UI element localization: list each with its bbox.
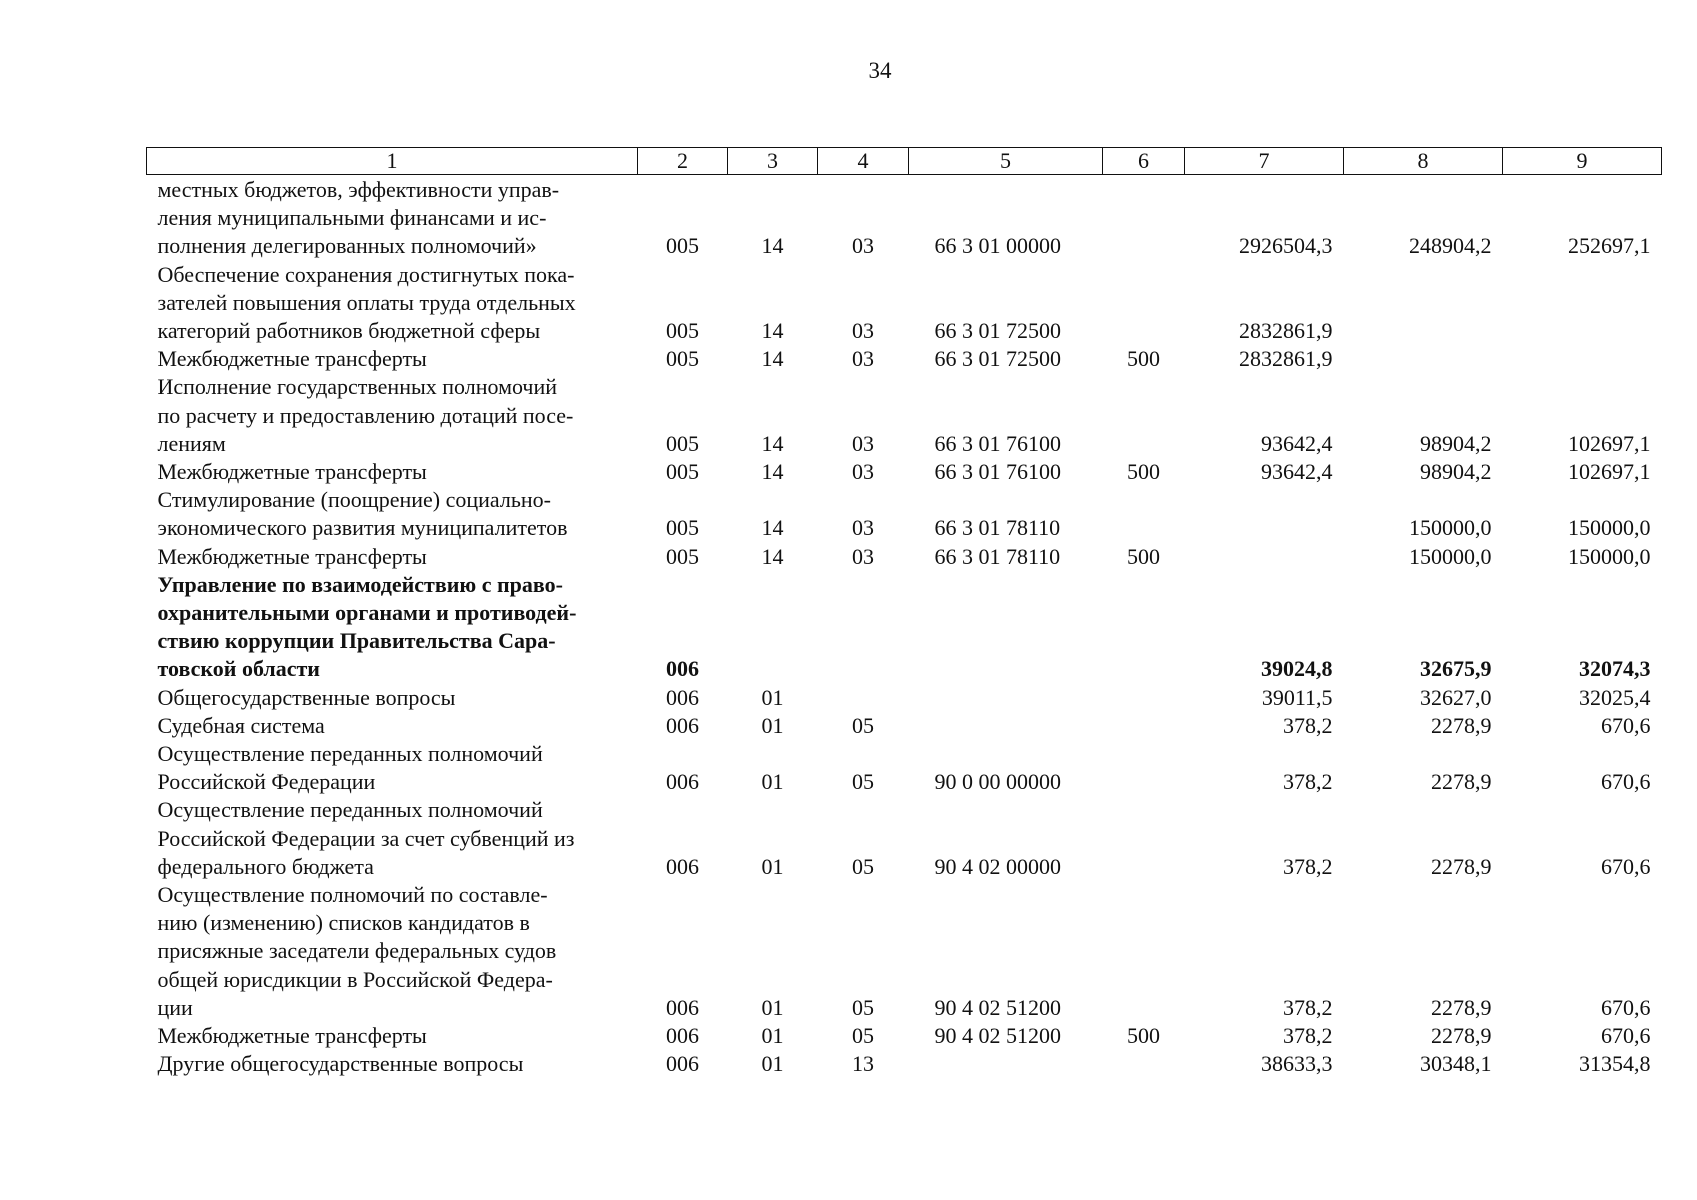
row-code-ministry: 006 — [666, 1051, 699, 1077]
row-name-line: Межбюджетные трансферты — [157, 459, 427, 485]
row-amount-col7: 378,2 — [1283, 994, 1333, 1020]
page-number: 34 — [868, 58, 892, 83]
row-code-subsection: 03 — [852, 318, 874, 344]
row-code-section: 14 — [761, 515, 784, 541]
row-code-section: 14 — [761, 346, 784, 372]
header-col-2: 2 — [638, 148, 728, 175]
row-code-ministry: 005 — [666, 515, 699, 541]
row-code-ministry: 005 — [666, 430, 699, 456]
row-name-line: федерального бюджета — [157, 853, 374, 879]
row-amount-col9: 150000,0 — [1568, 543, 1651, 569]
row-amount-col9: 32074,3 — [1579, 656, 1651, 682]
header-col-1: 1 — [147, 148, 638, 175]
budget-table — [146, 147, 1662, 1079]
row-code-subsection: 03 — [852, 459, 874, 485]
table-row — [147, 543, 1662, 571]
row-code-target — [909, 684, 1103, 712]
header-col-4: 4 — [818, 148, 909, 175]
row-amount-col7: 378,2 — [1283, 853, 1333, 879]
row-code-subsection — [818, 571, 909, 684]
row-amount-col8 — [1344, 345, 1503, 373]
row-name — [147, 458, 638, 486]
row-code-expense-type — [1103, 712, 1185, 740]
row-name — [147, 1050, 638, 1078]
header-col-7: 7 — [1185, 148, 1344, 175]
table-row — [147, 345, 1662, 373]
row-code-subsection: 03 — [852, 346, 874, 372]
row-amount-col8: 98904,2 — [1420, 459, 1492, 485]
row-code-subsection: 05 — [852, 1023, 874, 1049]
row-name-line: лениям — [157, 430, 226, 456]
row-name-line: Осуществление полномочий по составле- — [157, 882, 548, 908]
row-amount-col7: 93642,4 — [1261, 430, 1333, 456]
row-code-ministry: 005 — [666, 459, 699, 485]
row-code-target: 66 3 01 00000 — [934, 233, 1061, 259]
row-amount-col8: 2278,9 — [1431, 712, 1492, 738]
row-name-line: Судебная система — [157, 712, 325, 738]
table-row — [147, 373, 1662, 458]
row-amount-col9: 32025,4 — [1579, 684, 1651, 710]
row-amount-col9: 150000,0 — [1568, 515, 1651, 541]
header-col-8: 8 — [1344, 148, 1503, 175]
row-name — [147, 373, 638, 458]
row-name-line: присяжные заседатели федеральных судов — [157, 938, 557, 964]
row-name-line: ции — [157, 994, 193, 1020]
row-code-subsection: 05 — [852, 994, 874, 1020]
row-name — [147, 261, 638, 346]
row-name-line: по расчету и предоставлению дотаций посе- — [157, 402, 574, 428]
row-name-line: ствию коррупции Правительства Сара- — [157, 628, 556, 654]
row-amount-col8: 32675,9 — [1420, 656, 1492, 682]
table-row — [147, 1050, 1662, 1078]
row-code-subsection: 03 — [852, 430, 874, 456]
row-name-line: полнения делегированных полномочий» — [157, 233, 537, 259]
row-amount-col9: 670,6 — [1601, 1023, 1651, 1049]
row-name-line: Исполнение государственных полномочий — [157, 374, 558, 400]
row-code-expense-type — [1103, 881, 1185, 1022]
row-code-section: 01 — [761, 769, 784, 795]
row-code-target — [909, 571, 1103, 684]
row-code-subsection: 13 — [852, 1051, 874, 1077]
row-code-expense-type — [1103, 684, 1185, 712]
row-amount-col9: 252697,1 — [1568, 233, 1651, 259]
row-name — [147, 1022, 638, 1050]
row-amount-col8: 2278,9 — [1431, 853, 1492, 879]
table-row — [147, 458, 1662, 486]
row-name — [147, 175, 638, 261]
table-row — [147, 712, 1662, 740]
row-code-ministry: 006 — [666, 769, 699, 795]
row-amount-col9: 102697,1 — [1568, 459, 1651, 485]
row-code-section — [728, 571, 818, 684]
row-code-expense-type — [1103, 796, 1185, 881]
row-amount-col9 — [1503, 345, 1662, 373]
row-code-ministry: 006 — [666, 712, 699, 738]
row-code-target: 66 3 01 72500 — [934, 346, 1061, 372]
row-name — [147, 684, 638, 712]
row-name-line: Межбюджетные трансферты — [157, 543, 427, 569]
row-code-section: 01 — [761, 684, 784, 710]
table-row — [147, 261, 1662, 346]
row-code-expense-type — [1103, 261, 1185, 346]
row-amount-col7: 39024,8 — [1261, 656, 1333, 682]
table-row — [147, 881, 1662, 1022]
row-name-line: Осуществление переданных полномочий — [157, 741, 543, 767]
row-code-section: 01 — [761, 1023, 784, 1049]
table-row — [147, 684, 1662, 712]
row-code-section: 01 — [761, 712, 784, 738]
row-code-ministry: 005 — [666, 318, 699, 344]
table-body — [147, 175, 1662, 1079]
row-amount-col8: 2278,9 — [1431, 1023, 1492, 1049]
row-code-expense-type: 500 — [1127, 1023, 1160, 1049]
row-code-target: 90 4 02 51200 — [934, 994, 1061, 1020]
row-code-section: 01 — [761, 1051, 784, 1077]
row-name-line: охранительными органами и противодей- — [157, 600, 577, 626]
row-name-line: Межбюджетные трансферты — [157, 1023, 427, 1049]
row-code-section: 01 — [761, 853, 784, 879]
row-code-expense-type: 500 — [1127, 346, 1160, 372]
row-name-line: Обеспечение сохранения достигнутых пока- — [157, 261, 575, 287]
table-header — [147, 148, 1662, 175]
row-amount-col9: 670,6 — [1601, 769, 1651, 795]
row-code-section: 14 — [761, 459, 784, 485]
header-col-9: 9 — [1503, 148, 1662, 175]
row-amount-col7: 378,2 — [1283, 769, 1333, 795]
table-row — [147, 571, 1662, 684]
row-code-section: 14 — [761, 430, 784, 456]
row-name — [147, 486, 638, 542]
row-code-target: 66 3 01 78110 — [934, 515, 1061, 541]
row-code-expense-type — [1103, 175, 1185, 261]
row-amount-col8: 150000,0 — [1409, 543, 1492, 569]
row-name-line: Российской Федерации — [157, 769, 376, 795]
row-amount-col9: 670,6 — [1601, 853, 1651, 879]
row-code-ministry: 006 — [666, 656, 699, 682]
row-amount-col7: 38633,3 — [1261, 1051, 1333, 1077]
row-amount-col7: 2926504,3 — [1239, 233, 1333, 259]
row-name-line: зателей повышения оплаты труда отдельных — [157, 289, 576, 315]
row-code-target: 66 3 01 72500 — [934, 318, 1061, 344]
row-amount-col7 — [1185, 543, 1344, 571]
table-row — [147, 486, 1662, 542]
row-amount-col7: 2832861,9 — [1239, 318, 1333, 344]
row-amount-col9 — [1503, 261, 1662, 346]
row-name — [147, 712, 638, 740]
row-name-line: категорий работников бюджетной сферы — [157, 318, 541, 344]
row-name — [147, 796, 638, 881]
row-amount-col8 — [1344, 261, 1503, 346]
row-code-section: 01 — [761, 994, 784, 1020]
row-amount-col7 — [1185, 486, 1344, 542]
row-amount-col8: 98904,2 — [1420, 430, 1492, 456]
row-code-ministry: 006 — [666, 684, 699, 710]
row-code-target: 66 3 01 78110 — [934, 543, 1061, 569]
row-name-line: нию (изменению) списков кандидатов в — [157, 910, 530, 936]
row-name-line: Другие общегосударственные вопросы — [157, 1051, 524, 1077]
row-name-line: экономического развития муниципалитетов — [157, 515, 568, 541]
row-name-line: местных бюджетов, эффективности управ- — [157, 177, 560, 202]
row-name — [147, 571, 638, 684]
row-code-subsection: 03 — [852, 515, 874, 541]
row-code-ministry: 005 — [666, 346, 699, 372]
row-name-line: Межбюджетные трансферты — [157, 346, 427, 372]
row-amount-col8: 2278,9 — [1431, 769, 1492, 795]
row-code-section: 14 — [761, 543, 784, 569]
row-code-expense-type: 500 — [1127, 459, 1160, 485]
row-name-line: ления муниципальными финансами и ис- — [157, 205, 547, 231]
row-amount-col9: 670,6 — [1601, 712, 1651, 738]
row-name-line: Осуществление переданных полномочий — [157, 797, 543, 823]
row-code-target — [909, 1050, 1103, 1078]
row-amount-col7: 378,2 — [1283, 1023, 1333, 1049]
row-name-line: Общегосударственные вопросы — [157, 684, 456, 710]
row-code-target — [909, 712, 1103, 740]
header-col-6: 6 — [1103, 148, 1185, 175]
row-amount-col8: 2278,9 — [1431, 994, 1492, 1020]
row-code-ministry: 005 — [666, 543, 699, 569]
row-name-line: Российской Федерации за счет субвенций из — [157, 825, 575, 851]
row-amount-col9: 670,6 — [1601, 994, 1651, 1020]
row-name-line: Стимулирование (поощрение) социально- — [157, 487, 551, 513]
row-code-expense-type — [1103, 486, 1185, 542]
row-amount-col8: 30348,1 — [1420, 1051, 1492, 1077]
row-name-line: товской области — [157, 656, 320, 682]
row-amount-col7: 39011,5 — [1261, 684, 1333, 710]
table-row — [147, 740, 1662, 796]
row-name — [147, 740, 638, 796]
row-code-section: 14 — [761, 233, 784, 259]
row-amount-col7: 93642,4 — [1261, 459, 1333, 485]
row-code-ministry: 006 — [666, 1023, 699, 1049]
row-amount-col9: 102697,1 — [1568, 430, 1651, 456]
table-row — [147, 175, 1662, 261]
row-code-subsection — [818, 684, 909, 712]
row-code-expense-type — [1103, 1050, 1185, 1078]
row-code-subsection: 05 — [852, 853, 874, 879]
row-code-target: 90 4 02 00000 — [934, 853, 1061, 879]
row-code-target: 90 4 02 51200 — [934, 1023, 1061, 1049]
row-code-ministry: 006 — [666, 994, 699, 1020]
row-code-expense-type — [1103, 373, 1185, 458]
row-amount-col9: 31354,8 — [1579, 1051, 1651, 1077]
row-amount-col8: 248904,2 — [1409, 233, 1492, 259]
row-code-expense-type — [1103, 571, 1185, 684]
header-col-5: 5 — [909, 148, 1103, 175]
row-code-target: 90 0 00 00000 — [934, 769, 1061, 795]
header-col-3: 3 — [728, 148, 818, 175]
row-amount-col7: 2832861,9 — [1239, 346, 1333, 372]
row-code-ministry: 005 — [666, 233, 699, 259]
row-code-target: 66 3 01 76100 — [934, 430, 1061, 456]
table-row — [147, 796, 1662, 881]
row-code-ministry: 006 — [666, 853, 699, 879]
row-code-section: 14 — [761, 318, 784, 344]
row-name — [147, 543, 638, 571]
row-amount-col7: 378,2 — [1283, 712, 1333, 738]
row-name — [147, 881, 638, 1022]
row-code-expense-type: 500 — [1127, 543, 1160, 569]
header-row — [147, 148, 1662, 175]
row-code-subsection: 05 — [852, 769, 874, 795]
row-code-target: 66 3 01 76100 — [934, 459, 1061, 485]
row-code-subsection: 03 — [852, 543, 874, 569]
row-amount-col8: 32627,0 — [1420, 684, 1492, 710]
row-name-line: общей юрисдикции в Российской Федера- — [157, 966, 553, 992]
row-amount-col8: 150000,0 — [1409, 515, 1492, 541]
row-code-subsection: 03 — [852, 233, 874, 259]
row-name-line: Управление по взаимодействию с право- — [157, 571, 563, 597]
row-code-subsection: 05 — [852, 712, 874, 738]
row-code-expense-type — [1103, 740, 1185, 796]
table-row — [147, 1022, 1662, 1050]
row-name — [147, 345, 638, 373]
